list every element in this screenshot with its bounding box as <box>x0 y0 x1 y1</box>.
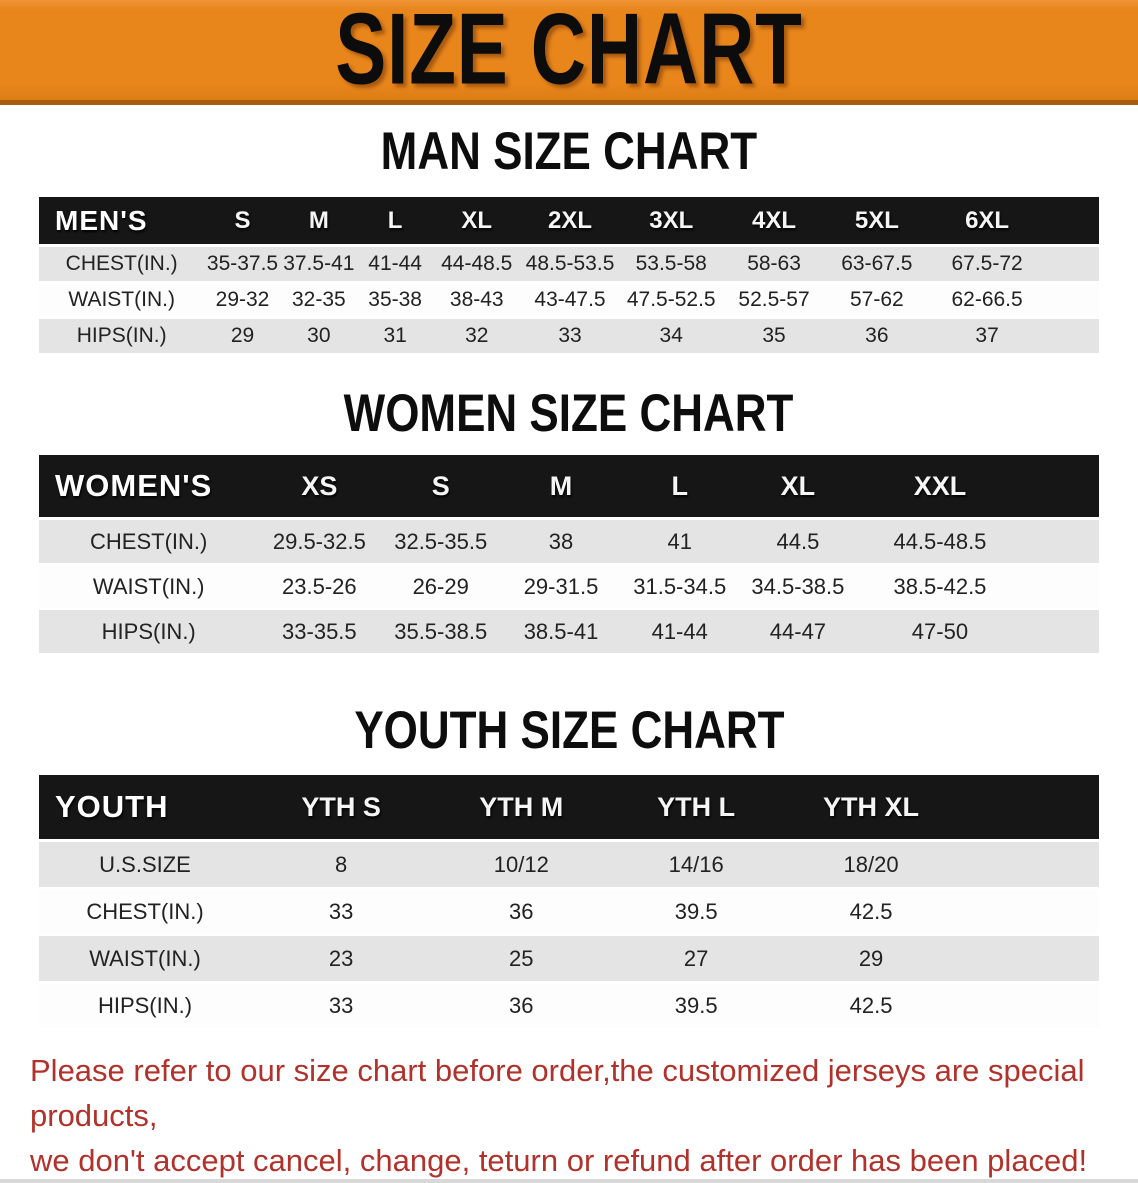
size-cell: 38-43 <box>433 282 520 318</box>
size-cell: 33 <box>251 888 431 935</box>
size-cell: 32 <box>433 318 520 354</box>
size-cell: 33 <box>520 318 620 354</box>
youth-header-row <box>39 775 1099 841</box>
size-cell: 35-37.5 <box>204 246 280 283</box>
col-header: XL <box>433 197 520 246</box>
table-row <box>39 519 1099 565</box>
size-cell: 47.5-52.5 <box>620 282 723 318</box>
youth-section-heading <box>0 700 1138 760</box>
size-cell: 42.5 <box>781 888 961 935</box>
size-cell: 32.5-35.5 <box>380 519 501 565</box>
col-header: M <box>281 197 357 246</box>
size-cell: 14/16 <box>611 841 781 889</box>
size-cell: 37 <box>928 318 1046 354</box>
cell-spacer <box>1023 519 1099 565</box>
cell-spacer <box>961 982 1099 1029</box>
size-cell: 35 <box>723 318 826 354</box>
youth-size-table <box>39 775 1099 1030</box>
row-label: WAIST(IN.) <box>39 564 258 609</box>
row-label: U.S.SIZE <box>39 841 251 889</box>
size-cell: 35.5-38.5 <box>380 609 501 654</box>
disclaimer-line-2: we don't accept cancel, change, teturn or refund after order has been placed! <box>30 1143 1088 1178</box>
col-header: M <box>501 455 621 519</box>
col-header: L <box>357 197 433 246</box>
size-cell: 36 <box>431 982 611 1029</box>
women-section-heading-text: WOMEN SIZE CHART <box>344 383 794 443</box>
size-cell: 67.5-72 <box>928 246 1046 283</box>
disclaimer-line-1: Please refer to our size chart before order,the customized jerseys are special products, <box>30 1053 1085 1133</box>
col-header: S <box>204 197 280 246</box>
size-cell: 44-48.5 <box>433 246 520 283</box>
row-label: CHEST(IN.) <box>39 246 204 283</box>
size-cell: 43-47.5 <box>520 282 620 318</box>
size-cell: 8 <box>251 841 431 889</box>
cell-spacer <box>1023 609 1099 654</box>
col-header: 5XL <box>825 197 928 246</box>
size-cell: 33-35.5 <box>258 609 380 654</box>
col-header: YTH L <box>611 775 781 841</box>
row-label: HIPS(IN.) <box>39 609 258 654</box>
col-header: YTH S <box>251 775 431 841</box>
cell-spacer <box>1046 282 1099 318</box>
size-cell: 52.5-57 <box>723 282 826 318</box>
col-header: L <box>621 455 739 519</box>
size-cell: 48.5-53.5 <box>520 246 620 283</box>
size-cell: 26-29 <box>380 564 501 609</box>
size-cell: 18/20 <box>781 841 961 889</box>
col-header: YTH XL <box>781 775 961 841</box>
header-spacer <box>1046 197 1099 246</box>
cell-spacer <box>961 935 1099 982</box>
size-cell: 29.5-32.5 <box>258 519 380 565</box>
size-cell: 31 <box>357 318 433 354</box>
size-cell: 53.5-58 <box>620 246 723 283</box>
table-row <box>39 246 1099 283</box>
size-cell: 30 <box>281 318 357 354</box>
image-bottom-edge <box>0 1179 1138 1183</box>
size-cell: 37.5-41 <box>281 246 357 283</box>
size-chart-banner <box>0 0 1138 105</box>
size-cell: 29-32 <box>204 282 280 318</box>
men-section-heading-text: MAN SIZE CHART <box>380 121 758 181</box>
cell-spacer <box>961 841 1099 889</box>
size-cell: 32-35 <box>281 282 357 318</box>
men-section-heading <box>0 121 1138 181</box>
youth-section-heading-text: YOUTH SIZE CHART <box>353 700 785 760</box>
col-header: 3XL <box>620 197 723 246</box>
size-cell: 44-47 <box>739 609 858 654</box>
size-cell: 39.5 <box>611 888 781 935</box>
header-spacer <box>1023 455 1099 519</box>
row-label: CHEST(IN.) <box>39 888 251 935</box>
size-cell: 29 <box>781 935 961 982</box>
row-label: WAIST(IN.) <box>39 282 204 318</box>
col-header: 2XL <box>520 197 620 246</box>
row-label: WAIST(IN.) <box>39 935 251 982</box>
cell-spacer <box>1046 318 1099 354</box>
col-header: XS <box>258 455 380 519</box>
col-header: 6XL <box>928 197 1046 246</box>
size-cell: 27 <box>611 935 781 982</box>
header-spacer <box>961 775 1099 841</box>
size-cell: 36 <box>825 318 928 354</box>
row-label: CHEST(IN.) <box>39 519 258 565</box>
table-row <box>39 935 1099 982</box>
size-cell: 38.5-41 <box>501 609 621 654</box>
size-cell: 58-63 <box>723 246 826 283</box>
size-cell: 34 <box>620 318 723 354</box>
cell-spacer <box>1046 246 1099 283</box>
size-cell: 41 <box>621 519 739 565</box>
size-cell: 41-44 <box>621 609 739 654</box>
col-header: 4XL <box>723 197 826 246</box>
row-label: HIPS(IN.) <box>39 982 251 1029</box>
table-row <box>39 841 1099 889</box>
size-cell: 38 <box>501 519 621 565</box>
women-size-table <box>39 455 1099 655</box>
size-cell: 23.5-26 <box>258 564 380 609</box>
size-cell: 42.5 <box>781 982 961 1029</box>
size-cell: 41-44 <box>357 246 433 283</box>
size-cell: 36 <box>431 888 611 935</box>
size-cell: 57-62 <box>825 282 928 318</box>
col-header: YTH M <box>431 775 611 841</box>
size-cell: 63-67.5 <box>825 246 928 283</box>
size-cell: 33 <box>251 982 431 1029</box>
size-cell: 39.5 <box>611 982 781 1029</box>
size-cell: 34.5-38.5 <box>739 564 858 609</box>
youth-table-title: YOUTH <box>39 775 251 841</box>
men-size-table <box>39 197 1099 355</box>
size-cell: 44.5-48.5 <box>857 519 1022 565</box>
women-section-heading <box>0 383 1138 443</box>
size-cell: 38.5-42.5 <box>857 564 1022 609</box>
table-row <box>39 318 1099 354</box>
size-cell: 44.5 <box>739 519 858 565</box>
women-table-title: WOMEN'S <box>39 455 258 519</box>
row-label: HIPS(IN.) <box>39 318 204 354</box>
table-row <box>39 609 1099 654</box>
cell-spacer <box>1023 564 1099 609</box>
banner-title: SIZE CHART <box>335 0 803 106</box>
men-header-row <box>39 197 1099 246</box>
size-cell: 31.5-34.5 <box>621 564 739 609</box>
table-row <box>39 888 1099 935</box>
table-row <box>39 282 1099 318</box>
col-header: XXL <box>857 455 1022 519</box>
table-row <box>39 982 1099 1029</box>
cell-spacer <box>961 888 1099 935</box>
disclaimer-note <box>0 1048 1138 1183</box>
col-header: XL <box>739 455 858 519</box>
size-cell: 35-38 <box>357 282 433 318</box>
women-header-row <box>39 455 1099 519</box>
size-cell: 29 <box>204 318 280 354</box>
size-cell: 10/12 <box>431 841 611 889</box>
table-row <box>39 564 1099 609</box>
size-cell: 47-50 <box>857 609 1022 654</box>
men-table-title: MEN'S <box>39 197 204 246</box>
size-cell: 23 <box>251 935 431 982</box>
size-cell: 29-31.5 <box>501 564 621 609</box>
size-cell: 25 <box>431 935 611 982</box>
size-cell: 62-66.5 <box>928 282 1046 318</box>
col-header: S <box>380 455 501 519</box>
